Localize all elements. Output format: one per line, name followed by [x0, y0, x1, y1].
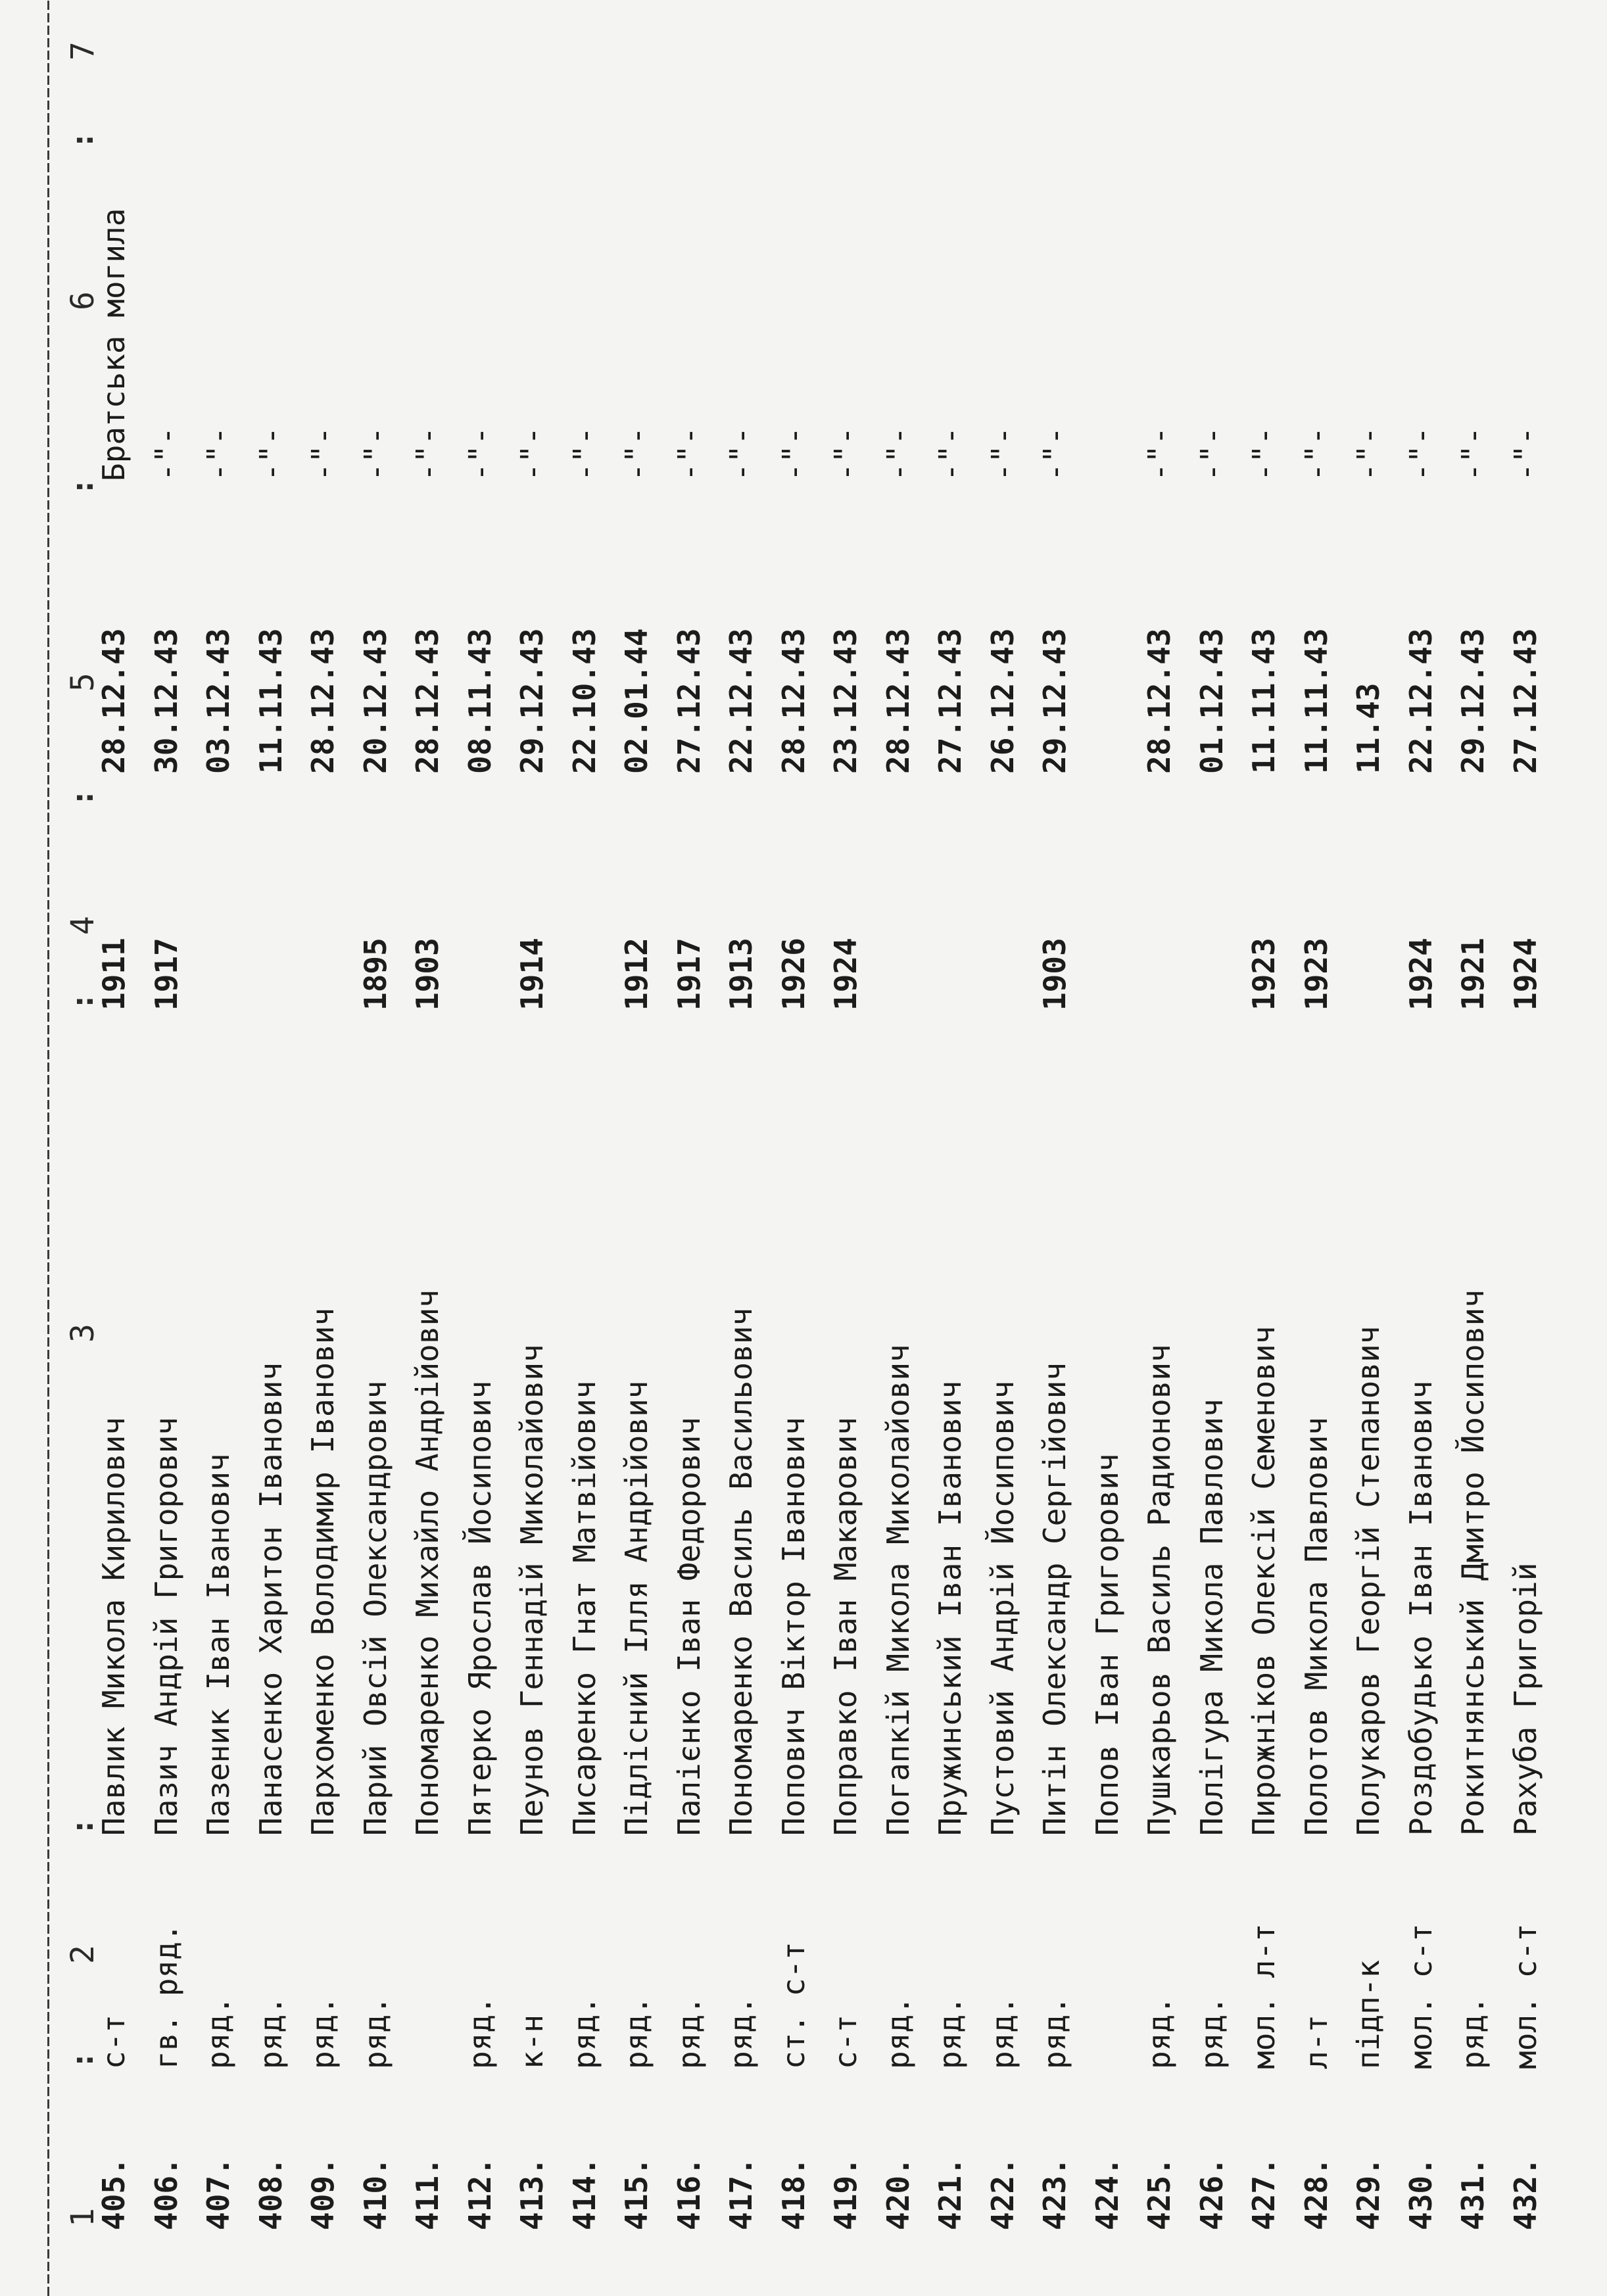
record-number: 428. [1298, 2157, 1334, 2230]
record-birth-year: 1912 [619, 938, 654, 1011]
table-row [619, 0, 654, 2296]
column-separator: : [64, 2051, 100, 2069]
record-burial-place: -"- [828, 426, 863, 481]
record-name: Попович Віктор Іванович [775, 1417, 811, 1836]
record-death-date: 11.43 [1351, 682, 1386, 774]
record-burial-place: Братська могила [96, 208, 132, 481]
record-birth-year: 1921 [1455, 938, 1491, 1011]
record-rank: к-н [514, 2014, 550, 2069]
record-name: Попов Іван Григорович [1089, 1453, 1125, 1836]
record-death-date: 28.12.43 [410, 628, 445, 774]
record-burial-place: -"- [932, 426, 968, 481]
record-birth-year: 1924 [828, 938, 863, 1011]
record-rank: ряд. [723, 1996, 759, 2069]
record-name: Панасенко Харитон Іванович [252, 1362, 289, 1836]
record-death-date: 28.12.43 [775, 628, 811, 774]
record-birth-year: 1914 [514, 938, 550, 1011]
record-death-date: 28.12.43 [1141, 628, 1177, 774]
table-row [880, 0, 916, 2296]
record-death-date: 01.12.43 [1193, 628, 1230, 774]
record-name: Пархоменко Володимир Іванович [305, 1307, 341, 1836]
record-burial-place: -"- [462, 426, 498, 481]
record-name: Парий Овсій Олександрович [357, 1380, 393, 1836]
record-death-date: 20.12.43 [357, 628, 393, 774]
record-rank: ряд. [357, 1996, 393, 2069]
table-row [828, 0, 863, 2296]
record-number: 422. [984, 2157, 1020, 2230]
record-name: Пирожніков Олексій Семенович [1246, 1326, 1282, 1836]
record-number: 423. [1037, 2157, 1072, 2230]
table-row [776, 0, 811, 2296]
record-name: Полігура Микола Павлович [1193, 1399, 1230, 1836]
table-row [514, 0, 550, 2296]
record-burial-place: -"- [410, 426, 445, 481]
record-death-date: 27.12.43 [671, 628, 707, 774]
record-rank: мол. л-т [1246, 1923, 1282, 2069]
record-name: Палієнко Іван Федорович [671, 1417, 707, 1836]
table-row [1508, 0, 1543, 2296]
column-separator: : [64, 477, 100, 496]
record-number: 431. [1455, 2157, 1491, 2230]
record-death-date: 23.12.43 [828, 628, 863, 774]
record-rank: ряд. [201, 1996, 236, 2069]
table-row [723, 0, 759, 2296]
record-number: 418. [775, 2157, 811, 2230]
record-number: 430. [1403, 2157, 1439, 2230]
record-burial-place: -"- [148, 426, 184, 481]
record-death-date: 26.12.43 [984, 628, 1020, 774]
header-rule [47, 0, 49, 2296]
record-birth-year: 1923 [1246, 938, 1282, 1011]
record-name: Рокитнянський Дмитро Йосипович [1455, 1289, 1491, 1836]
record-number: 415. [619, 2157, 654, 2230]
table-row [985, 0, 1020, 2296]
record-rank: л-т [1298, 2014, 1334, 2069]
table-row [1299, 0, 1334, 2296]
record-burial-place: -"- [671, 426, 707, 481]
table-row [1090, 0, 1125, 2296]
record-burial-place: -"- [514, 426, 550, 481]
record-rank: ряд. [1193, 1996, 1230, 2069]
record-birth-year: 1924 [1507, 938, 1543, 1011]
record-birth-year: 1924 [1403, 938, 1439, 1011]
record-rank: ряд. [462, 1996, 498, 2069]
record-number: 429. [1351, 2157, 1386, 2230]
record-name: Пазеник Іван Іванович [201, 1453, 236, 1836]
record-name: Питін Олександр Сергійович [1037, 1362, 1072, 1836]
record-rank: ст. с-т [775, 1942, 811, 2069]
record-death-date: 11.11.43 [1298, 628, 1334, 774]
record-birth-year: 1911 [96, 938, 132, 1011]
table-row [1246, 0, 1282, 2296]
record-burial-place: -"- [1351, 426, 1386, 481]
record-burial-place: -"- [357, 426, 393, 481]
table-row [1194, 0, 1230, 2296]
table-row [96, 0, 132, 2296]
record-burial-place: -"- [1507, 426, 1543, 481]
column-separator: : [64, 992, 100, 1011]
record-name: Пустовий Андрій Йосипович [984, 1380, 1020, 1836]
record-death-date: 11.11.43 [252, 628, 289, 774]
column-number-7: 7 [64, 41, 101, 60]
record-death-date: 28.12.43 [305, 628, 341, 774]
table-row [671, 0, 707, 2296]
record-name: Пеунов Геннадій Миколайович [514, 1344, 550, 1836]
record-burial-place: -"- [984, 426, 1020, 481]
record-death-date: 22.12.43 [723, 628, 759, 774]
record-rank: ряд. [1141, 1996, 1177, 2069]
table-row [305, 0, 341, 2296]
record-death-date: 30.12.43 [148, 628, 184, 774]
record-death-date: 28.12.43 [96, 628, 132, 774]
record-rank: ряд. [566, 1996, 602, 2069]
table-row [1037, 0, 1072, 2296]
table-row [149, 0, 184, 2296]
record-number: 409. [305, 2157, 341, 2230]
table-row [358, 0, 393, 2296]
record-name: Пушкарьов Василь Радионович [1141, 1344, 1177, 1836]
record-rank: ряд. [984, 1996, 1020, 2069]
record-name: Писаренко Гнат Матвійович [566, 1380, 602, 1836]
record-death-date: 29.12.43 [1455, 628, 1491, 774]
record-rank: ряд. [1037, 1996, 1072, 2069]
column-separator: : [64, 788, 100, 807]
record-number: 421. [932, 2157, 968, 2230]
record-number: 419. [828, 2157, 863, 2230]
record-number: 420. [880, 2157, 916, 2230]
record-number: 407. [201, 2157, 236, 2230]
record-rank: ряд. [619, 1996, 654, 2069]
record-number: 412. [462, 2157, 498, 2230]
record-number: 410. [357, 2157, 393, 2230]
table-row [567, 0, 602, 2296]
record-rank: підп-к [1351, 1959, 1386, 2069]
record-name: Пружинський Іван Іванович [932, 1380, 968, 1836]
record-rank: ряд. [1455, 1996, 1491, 2069]
record-number: 426. [1193, 2157, 1230, 2230]
column-separator: : [64, 1817, 100, 1836]
record-death-date: 22.10.43 [566, 628, 602, 774]
column-number-4: 4 [64, 916, 101, 935]
record-burial-place: -"- [252, 426, 289, 481]
record-burial-place: -"- [1403, 426, 1439, 481]
column-number-2: 2 [64, 1945, 101, 1964]
record-death-date: 29.12.43 [1037, 628, 1072, 774]
record-burial-place: -"- [1455, 426, 1491, 481]
table-row [1403, 0, 1439, 2296]
record-number: 425. [1141, 2157, 1177, 2230]
record-name: Пономаренко Михайло Андрійович [410, 1289, 445, 1836]
table-row [410, 0, 445, 2296]
record-burial-place: -"- [1298, 426, 1334, 481]
table-row [1455, 0, 1491, 2296]
record-death-date: 29.12.43 [514, 628, 550, 774]
table-row [201, 0, 236, 2296]
table-row [253, 0, 289, 2296]
record-birth-year: 1895 [357, 938, 393, 1011]
record-rank: ряд. [880, 1996, 916, 2069]
column-number-5: 5 [64, 673, 101, 692]
record-birth-year: 1917 [148, 938, 184, 1011]
record-burial-place: -"- [1141, 426, 1177, 481]
column-number-1: 1 [64, 2208, 101, 2227]
column-number-6: 6 [64, 291, 101, 310]
record-birth-year: 1903 [410, 938, 445, 1011]
record-rank: мол. с-т [1403, 1923, 1439, 2069]
record-rank: с-т [828, 2014, 863, 2069]
record-rank: гв. ряд. [148, 1923, 184, 2069]
record-birth-year: 1903 [1037, 938, 1072, 1011]
record-burial-place: -"- [723, 426, 759, 481]
record-name: Підлісний Ілля Андрійович [619, 1380, 654, 1836]
record-name: Пономаренко Василь Васильович [723, 1307, 759, 1836]
record-burial-place: -"- [619, 426, 654, 481]
record-name: Поправко Іван Макарович [828, 1417, 863, 1836]
record-name: Погапкій Микола Миколайович [880, 1344, 916, 1836]
record-number: 413. [514, 2157, 550, 2230]
record-number: 432. [1507, 2157, 1543, 2230]
record-name: Полукаров Георгій Степанович [1351, 1326, 1386, 1836]
record-name: Пятерко Ярослав Йосипович [462, 1380, 498, 1836]
record-number: 416. [671, 2157, 707, 2230]
column-number-3: 3 [64, 1324, 101, 1343]
record-rank: ряд. [252, 1996, 289, 2069]
record-name: Пазич Андрій Григорович [148, 1417, 184, 1836]
record-death-date: 22.12.43 [1403, 628, 1439, 774]
record-death-date: 11.11.43 [1246, 628, 1282, 774]
record-rank: мол. с-т [1507, 1923, 1543, 2069]
record-burial-place: -"- [880, 426, 916, 481]
record-burial-place: -"- [1246, 426, 1282, 481]
record-burial-place: -"- [1037, 426, 1072, 481]
record-burial-place: -"- [201, 426, 236, 481]
record-birth-year: 1917 [671, 938, 707, 1011]
record-burial-place: -"- [775, 426, 811, 481]
record-rank: ряд. [932, 1996, 968, 2069]
record-number: 427. [1246, 2157, 1282, 2230]
record-death-date: 27.12.43 [932, 628, 968, 774]
record-burial-place: -"- [566, 426, 602, 481]
record-name: Рахуба Григорій [1507, 1562, 1543, 1836]
record-number: 414. [566, 2157, 602, 2230]
record-birth-year: 1926 [775, 938, 811, 1011]
record-death-date: 27.12.43 [1507, 628, 1543, 774]
record-name: Роздобудько Іван Іванович [1403, 1380, 1439, 1836]
record-name: Павлик Микола Кирилович [96, 1417, 132, 1836]
record-name: Полотов Микола Павлович [1298, 1417, 1334, 1836]
record-number: 417. [723, 2157, 759, 2230]
table-row [932, 0, 968, 2296]
record-rank: ряд. [305, 1996, 341, 2069]
record-birth-year: 1913 [723, 938, 759, 1011]
record-number: 424. [1089, 2157, 1125, 2230]
record-birth-year: 1923 [1298, 938, 1334, 1011]
record-burial-place: -"- [1193, 426, 1230, 481]
column-separator: : [64, 131, 100, 149]
record-number: 411. [410, 2157, 445, 2230]
record-burial-place: -"- [305, 426, 341, 481]
record-number: 406. [148, 2157, 184, 2230]
record-death-date: 03.12.43 [201, 628, 236, 774]
record-number: 408. [252, 2157, 289, 2230]
record-death-date: 08.11.43 [462, 628, 498, 774]
record-rank: ряд. [671, 1996, 707, 2069]
table-row [1351, 0, 1386, 2296]
table-row [462, 0, 498, 2296]
record-number: 405. [96, 2157, 132, 2230]
table-row [1141, 0, 1177, 2296]
record-death-date: 02.01.44 [619, 628, 654, 774]
record-death-date: 28.12.43 [880, 628, 916, 774]
record-rank: с-т [96, 2014, 132, 2069]
